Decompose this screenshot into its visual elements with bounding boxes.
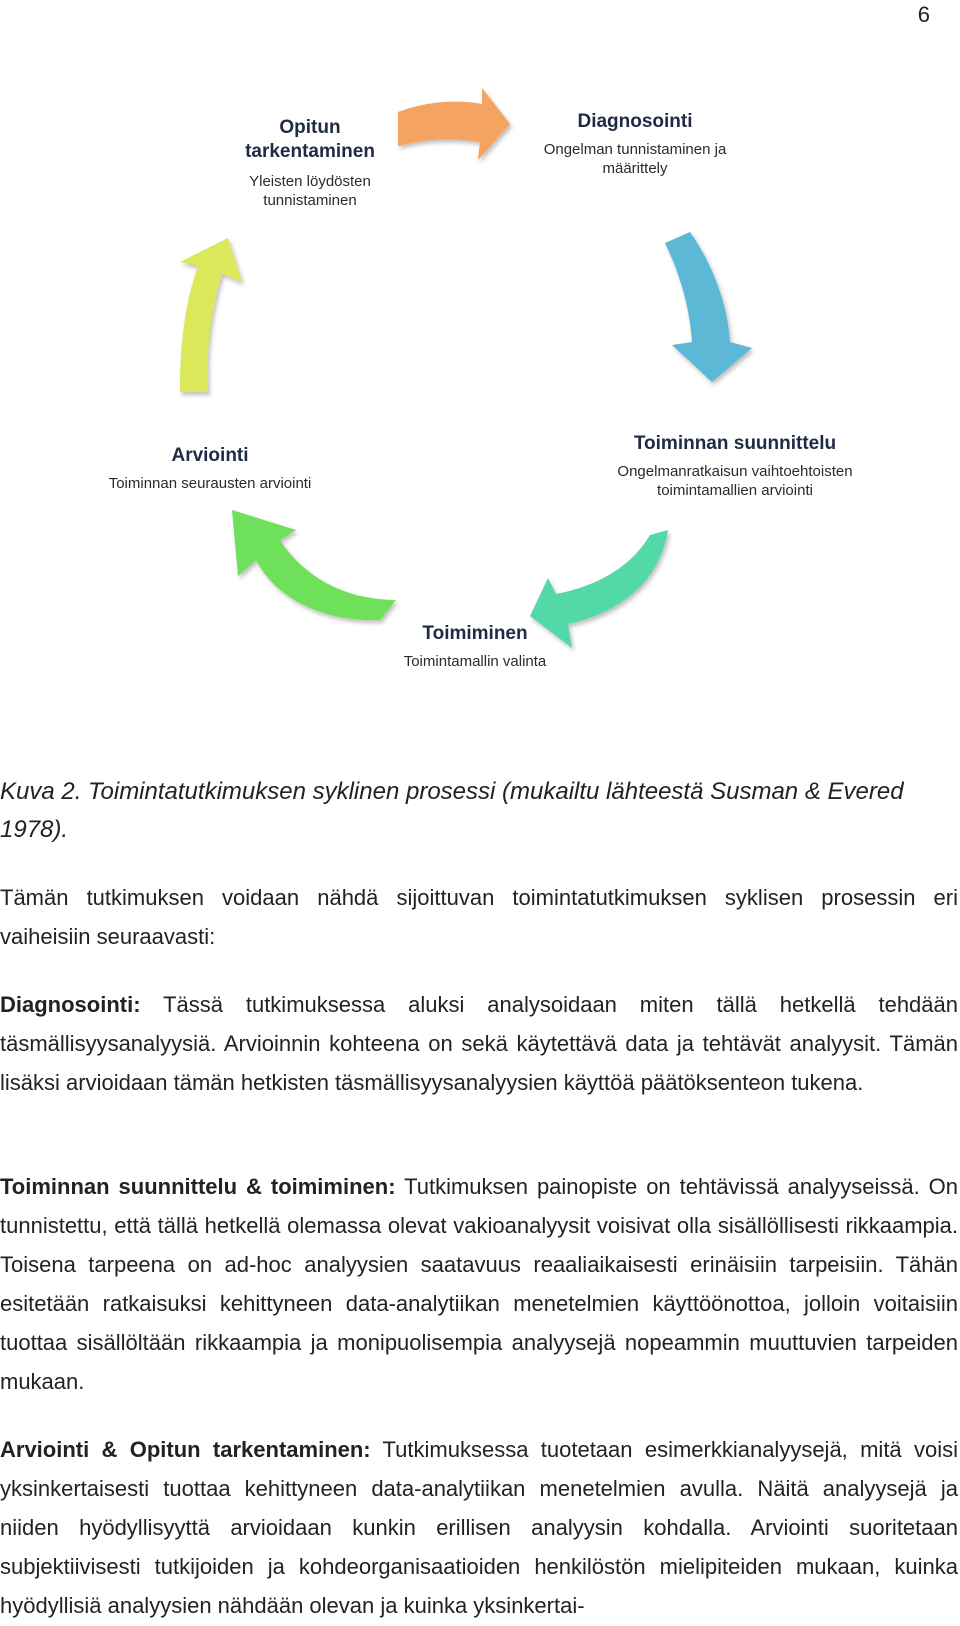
node-toimiminen xyxy=(390,622,560,671)
page-number: 6 xyxy=(917,2,930,27)
paragraph-text: Tutkimuksessa tuotetaan esimerkkianalyysejä, mitä voisi yksinkertaisesti tuottaa kehittyneen data-analytiikan menetelmien avulla. Näitä analyysejä ja niiden hyödyllisyyttä arvioidaan kunkin erillisen analyysin kohdalla. Arviointi suoritetaan subjektiivisesti tutkijoiden ja kohdeorganisaatioiden henkilöstön mielipiteiden mukaan, kuinka hyödyllisiä analyysien nähdään olevan ja kuinka yksinkertai- xyxy=(0,1437,958,1618)
arrow-to-suunnittelu xyxy=(665,232,752,382)
node-title: Diagnosointi xyxy=(577,111,693,132)
paragraph-text: Tutkimuksen painopiste on tehtävissä analyyseissä. On tunnistettu, että tällä hetkellä olemassa olevat vakioanalyysit voisivat olla sisällöllisesti rikkaampia. Toisena tarpeena on ad-hoc analyysien saatavuus reaaliaikaisesti erinäisiin tarpeisiin. Tähän esitetään ratkaisuksi kehittyneen data-analytiikan menetelmien käyttöönottoa, jolloin voitaisiin tuottaa sisällöltään rikkaampia ja monipuolisempia analyysejä nopeammin muuttuvien tarpeiden mukaan. xyxy=(0,1174,959,1394)
node-title: Toimiminen xyxy=(422,623,528,644)
paragraph-intro xyxy=(0,878,958,956)
node-diagnosointi xyxy=(520,110,750,178)
paragraph-lead: Toiminnan suunnittelu & toimiminen: xyxy=(0,1174,396,1199)
node-toiminnan-suunnittelu xyxy=(590,432,880,500)
paragraph-lead: Diagnosointi: xyxy=(0,992,141,1017)
node-arviointi xyxy=(90,444,330,493)
node-title: Toiminnan suunnittelu xyxy=(633,433,837,454)
node-title: Opitun tarkentaminen xyxy=(245,117,375,162)
arrow-to-opitun xyxy=(180,238,242,392)
paragraph-suunnittelu xyxy=(0,1167,958,1401)
arrow-to-arviointi xyxy=(232,510,396,620)
cycle-diagram xyxy=(0,0,960,720)
figure-caption: Kuva 2. Toimintatutkimuksen syklinen prosessi (mukailtu lähteestä Susman & Evered 1978). xyxy=(0,778,904,843)
node-description: Ongelman tunnistaminen ja määrittely xyxy=(543,141,727,177)
node-description: Toiminnan seurausten arviointi xyxy=(108,475,312,492)
node-description: Ongelmanratkaisun vaihtoehtoisten toimintamallien arviointi xyxy=(617,463,853,499)
node-description: Yleisten löydösten tunnistaminen xyxy=(249,173,371,209)
cycle-arrows xyxy=(0,0,960,720)
node-title: Arviointi xyxy=(171,445,249,466)
node-description: Toimintamallin valinta xyxy=(403,653,547,670)
paragraph-text: Tässä tutkimuksessa aluksi analysoidaan miten tällä hetkellä tehdään täsmällisyysanalyysiä. Arvioinnin kohteena on sekä käytettävä data ja tehtävät analyysit. Tämän lisäksi arvioidaan tämän hetkisten täsmällisyysanalyysien käyttöä päätöksenteon tukena. xyxy=(0,992,958,1095)
arrow-to-diagnosointi xyxy=(398,88,510,160)
paragraph-diagnosointi xyxy=(0,985,958,1102)
node-opitun-tarkentaminen xyxy=(230,116,390,210)
paragraph-text: Tämän tutkimuksen voidaan nähdä sijoittuvan toimintatutkimuksen syklisen prosessin eri vaiheisiin seuraavasti: xyxy=(0,885,958,949)
paragraph-arviointi xyxy=(0,1430,958,1625)
paragraph-lead: Arviointi & Opitun tarkentaminen: xyxy=(0,1437,371,1462)
